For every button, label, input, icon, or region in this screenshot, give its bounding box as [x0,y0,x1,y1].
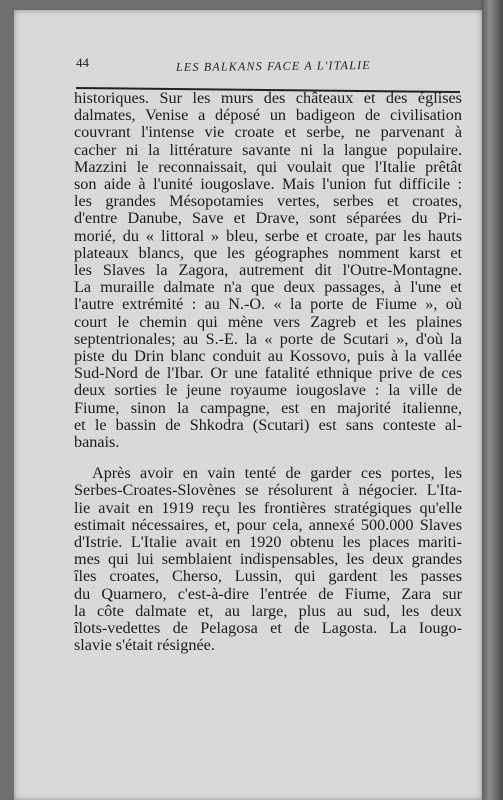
text-line: son aide à l'unité iougoslave. Mais l'union fut difficile : [74,175,462,194]
text-line: les grandes Mésopotamies vertes, serbes et croates, [74,192,462,211]
text-line: La muraille dalmate n'a que deux passages, à l'une et [74,278,462,297]
text-line: historiques. Sur les murs des châteaux et des églises [74,89,462,107]
text-line: dalmates, Venise a déposé un badigeon de civilisation [74,106,462,125]
text-line: plateaux blancs, que les géographes nomment karst et [74,243,462,262]
paragraph-1 [74,90,462,451]
running-head: LES BALKANS FACE A L'ITALIE [175,57,371,75]
text-line: slavie s'était résignée. [74,636,215,655]
text-line: la côte dalmate et, au large, plus au sud, les deux [74,601,462,620]
text-line: les Slaves la Zagora, autrement dit l'Outre-Montagne. [74,261,462,280]
text-line: Après avoir en vain tenté de garder ces portes, les [92,464,462,483]
text-line: court le chemin qui mène vers Zagreb et les plaines [74,312,462,331]
text-line: Mazzini le reconnaissait, qui voulait que l'Italie prêtât [74,157,462,176]
text-line: mes qui lui semblaient indispensables, les deux grandes [74,550,462,569]
text-line: Sud-Nord de l'Ibar. Or une fatalité ethnique prive de ces [74,364,462,383]
text-line: morié, du « littoral » bleu, serbe et croate, par les hauts [74,226,462,245]
text-line: deux sorties le jeune royaume iougoslave : la ville de [74,381,462,400]
text-line: Serbes-Croates-Slovènes se résolurent à négocier. L'Ita- [74,481,462,500]
text-line: et le bassin de Shkodra (Scutari) est sans conteste al- [74,415,462,434]
text-line: couvrant l'intense vie croate et serbe, ne parvenant à [74,123,462,142]
text-line: septentrionales; au S.-E. la « porte de Scutari », d'où la [74,329,462,348]
text-line: d'Istrie. L'Italie avait en 1920 obtenu les places mariti- [74,533,462,552]
body-text [74,90,462,655]
text-line: îlots-vedettes de Pelagosa et de Lagosta. La Iougo- [74,619,462,638]
text-line: lie avait en 1919 reçu les frontières stratégiques qu'elle [74,498,462,517]
text-line: Fiume, sinon la campagne, est en majorité italienne, [74,398,462,417]
page-number: 44 [76,55,89,70]
text-line: îles croates, Cherso, Lussin, qui gardent les passes [74,567,462,586]
text-line: piste du Drin blanc conduit au Kossovo, puis à la vallée [74,347,462,366]
text-line: du Quarnero, c'est-à-dire l'entrée de Fiume, Zara sur [74,584,462,603]
backdrop-edge [481,0,503,800]
paragraph-2 [74,465,462,654]
text-line: cacher ni la littérature savante ni la langue populaire. [74,140,462,159]
text-line: d'entre Danube, Save et Drave, sont séparées du Pri- [74,209,462,228]
text-line: estimait nécessaires, et, pour cela, annexé 500.000 Slaves [74,515,462,534]
paragraph-gap [74,451,462,465]
text-line: l'autre extrémité : au N.-O. « la porte de Fiume », où [74,295,462,314]
text-line: banais. [74,433,120,452]
